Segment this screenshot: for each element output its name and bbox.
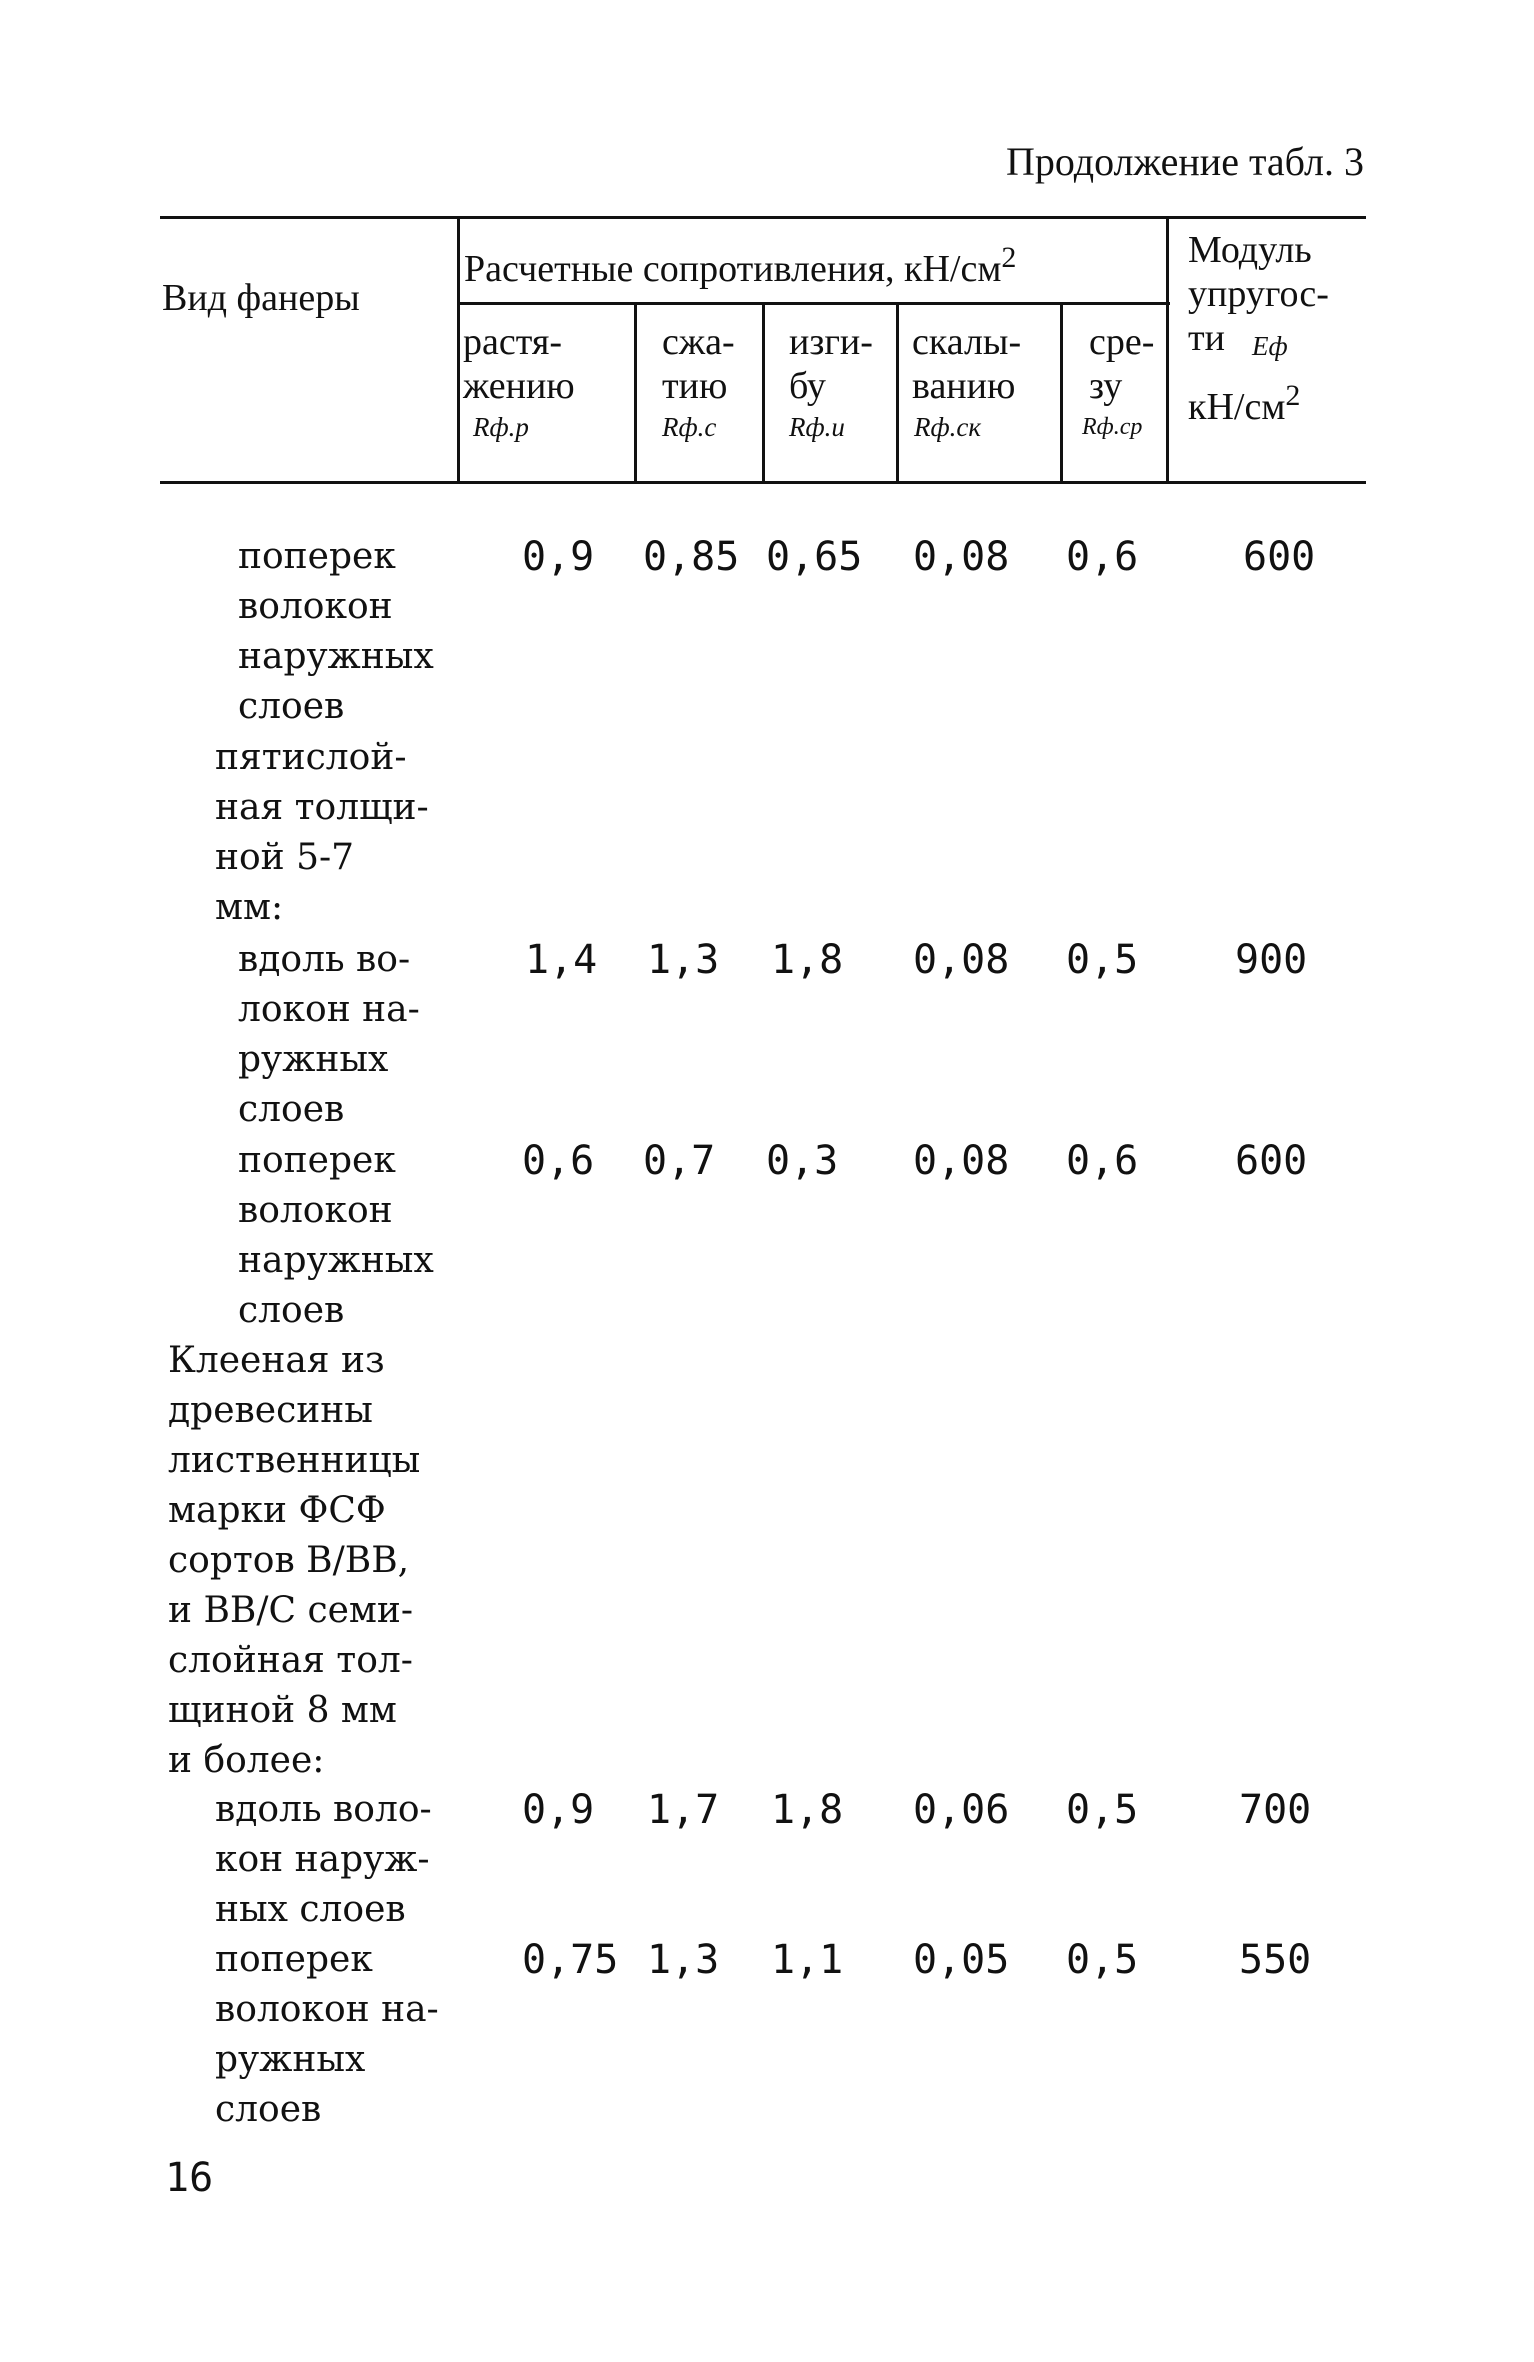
- header-shear: сре- зу: [1089, 321, 1155, 407]
- row-label: вдоль воло- кон наруж- ных слоев: [215, 1789, 432, 1930]
- header-chipping-symbol: Rф.ск: [914, 412, 982, 442]
- header-plywood-type: Вид фанеры: [162, 277, 360, 319]
- cell-bending: 1,8: [771, 1787, 844, 1833]
- cell-modulus: 700: [1239, 1787, 1312, 1833]
- cell-bending: 0,65: [766, 534, 863, 580]
- header-design-resistance: [464, 236, 1016, 291]
- table-top-rule: [160, 216, 1366, 219]
- row-label: поперек волокон наружных слоев: [238, 536, 434, 727]
- header-bending-symbol: Rф.и: [789, 412, 845, 442]
- header-shear-symbol: Rф.ср: [1082, 414, 1143, 440]
- row-group-label: пятислой- ная толщи- ной 5-7 мм:: [215, 737, 429, 928]
- cell-shear: 0,6: [1066, 1138, 1139, 1184]
- header-divider: [457, 216, 460, 484]
- cell-chipping: 0,06: [913, 1787, 1010, 1833]
- cell-compression: 0,85: [643, 534, 740, 580]
- cell-shear: 0,5: [1066, 1937, 1139, 1983]
- row-label: поперек волокон наружных слоев: [238, 1140, 434, 1331]
- cell-modulus: 900: [1235, 937, 1308, 983]
- cell-modulus: 600: [1235, 1138, 1308, 1184]
- header-design-resistance-sup: 2: [1001, 241, 1017, 274]
- header-divider: [634, 302, 637, 484]
- cell-tension: 0,6: [522, 1138, 595, 1184]
- header-chipping: скалы- ванию: [912, 321, 1022, 407]
- header-tension-symbol: Rф.р: [473, 412, 529, 442]
- header-modulus-symbol: Eф: [1252, 331, 1288, 361]
- cell-modulus: 550: [1239, 1937, 1312, 1983]
- cell-tension: 1,4: [525, 937, 598, 983]
- header-design-resistance-text: Расчетные сопротивления, кН/см: [464, 248, 1002, 290]
- cell-bending: 0,3: [766, 1138, 839, 1184]
- cell-tension: 0,9: [522, 534, 595, 580]
- table-caption: Продолжение табл. 3: [1006, 139, 1364, 184]
- header-compression: сжа- тию: [662, 321, 735, 407]
- cell-bending: 1,8: [771, 937, 844, 983]
- cell-shear: 0,5: [1066, 1787, 1139, 1833]
- cell-compression: 1,7: [647, 1787, 720, 1833]
- header-modulus-unit-sup: 2: [1285, 379, 1301, 412]
- header-modulus-unit-text: кН/см: [1188, 386, 1286, 428]
- cell-compression: 1,3: [647, 937, 720, 983]
- page-number: 16: [165, 2155, 214, 2201]
- cell-chipping: 0,08: [913, 534, 1010, 580]
- header-bending: изги- бу: [789, 321, 873, 407]
- cell-chipping: 0,05: [913, 1937, 1010, 1983]
- header-divider: [1166, 216, 1169, 484]
- row-label: вдоль во- локон на- ружных слоев: [238, 939, 420, 1130]
- cell-shear: 0,6: [1066, 534, 1139, 580]
- header-divider: [762, 302, 765, 484]
- header-modulus-label: Модуль упругос- ти: [1188, 229, 1329, 359]
- header-subrule: [460, 302, 1170, 305]
- header-tension: растя- жению: [463, 321, 575, 407]
- cell-modulus: 600: [1243, 534, 1316, 580]
- cell-chipping: 0,08: [913, 937, 1010, 983]
- header-divider: [896, 302, 899, 484]
- cell-bending: 1,1: [771, 1937, 844, 1983]
- cell-compression: 1,3: [647, 1937, 720, 1983]
- row-label: поперек волокон на- ружных слоев: [215, 1939, 439, 2130]
- cell-shear: 0,5: [1066, 937, 1139, 983]
- header-modulus-unit: [1188, 374, 1300, 429]
- header-divider: [1060, 302, 1063, 484]
- header-compression-symbol: Rф.с: [662, 412, 717, 442]
- cell-tension: 0,75: [522, 1937, 619, 1983]
- cell-chipping: 0,08: [913, 1138, 1010, 1184]
- row-group-label: Клееная из древесины лиственницы марки ФСФ сортов В/ВВ, и ВВ/С семи- слойная тол- щиной 8 мм и более:: [168, 1340, 421, 1781]
- cell-compression: 0,7: [643, 1138, 716, 1184]
- cell-tension: 0,9: [522, 1787, 595, 1833]
